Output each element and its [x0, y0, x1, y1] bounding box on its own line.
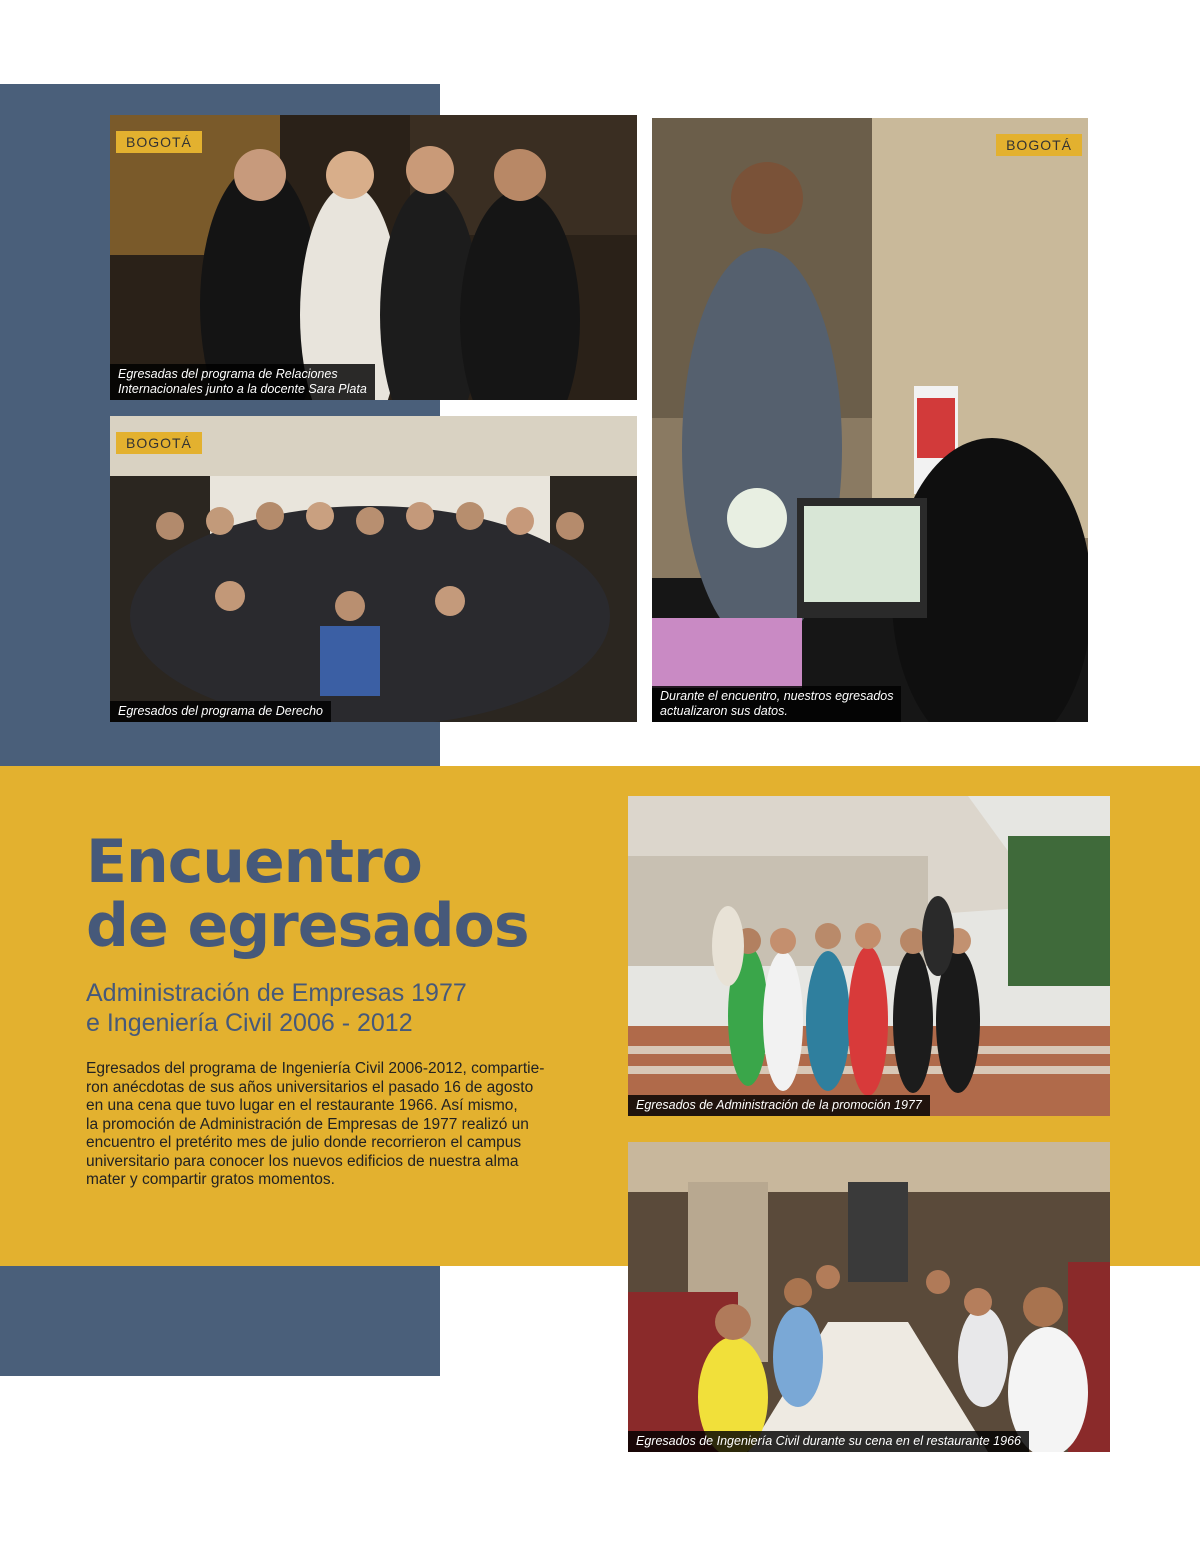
photo-caption [110, 701, 331, 722]
body-line: Egresados del programa de Ingeniería Civil 2006-2012, compartie- [86, 1060, 545, 1077]
photo-image [628, 1142, 1110, 1452]
photo-caption [110, 364, 375, 400]
caption-line: Egresadas del programa de Relaciones [118, 367, 338, 381]
subtitle-line: e Ingeniería Civil 2006 - 2012 [86, 1009, 413, 1037]
photo-derecho [110, 416, 637, 722]
caption-line: Egresados de Administración de la promoción 1977 [636, 1098, 922, 1112]
photo-image [110, 115, 637, 400]
location-tag: BOGOTÁ [116, 131, 202, 153]
caption-line: Internacionales junto a la docente Sara Plata [118, 382, 367, 396]
photo-caption [628, 1431, 1029, 1452]
location-tag: BOGOTÁ [996, 134, 1082, 156]
body-line: mater y compartir gratos momentos. [86, 1171, 335, 1188]
navy-background-block-bottom [0, 1266, 440, 1376]
photo-actualizacion-datos [652, 118, 1088, 722]
title-line: Encuentro [86, 827, 422, 897]
article-subtitle [86, 978, 467, 1038]
body-line: ron anécdotas de sus años universitarios el pasado 16 de agosto [86, 1078, 534, 1096]
title-line: de egresados [86, 891, 529, 961]
subtitle-line: Administración de Empresas 1977 [86, 979, 467, 1007]
caption-line: Durante el encuentro, nuestros egresados [660, 689, 894, 703]
body-line: encuentro el pretérito mes de julio donde recorrieron el campus [86, 1134, 522, 1151]
body-line: universitario para conocer los nuevos edificios de nuestra alma [86, 1152, 519, 1170]
article-title [86, 827, 529, 961]
photo-relaciones-internacionales [110, 115, 637, 400]
photo-ingenieria-civil [628, 1142, 1110, 1452]
article-body [86, 1060, 576, 1190]
photo-image [628, 796, 1110, 1116]
location-tag: BOGOTÁ [116, 432, 202, 454]
caption-line: Egresados de Ingeniería Civil durante su cena en el restaurante 1966 [636, 1434, 1021, 1448]
body-line: en una cena que tuvo lugar en el restaurante 1966. Así mismo, [86, 1097, 518, 1114]
photo-image [110, 416, 637, 722]
caption-line: actualizaron sus datos. [660, 704, 788, 718]
photo-caption [652, 686, 901, 722]
body-line: la promoción de Administración de Empresas de 1977 realizó un [86, 1115, 529, 1133]
caption-line: Egresados del programa de Derecho [118, 704, 323, 718]
photo-caption [628, 1095, 930, 1116]
photo-administracion-1977 [628, 796, 1110, 1116]
photo-image [652, 118, 1088, 722]
